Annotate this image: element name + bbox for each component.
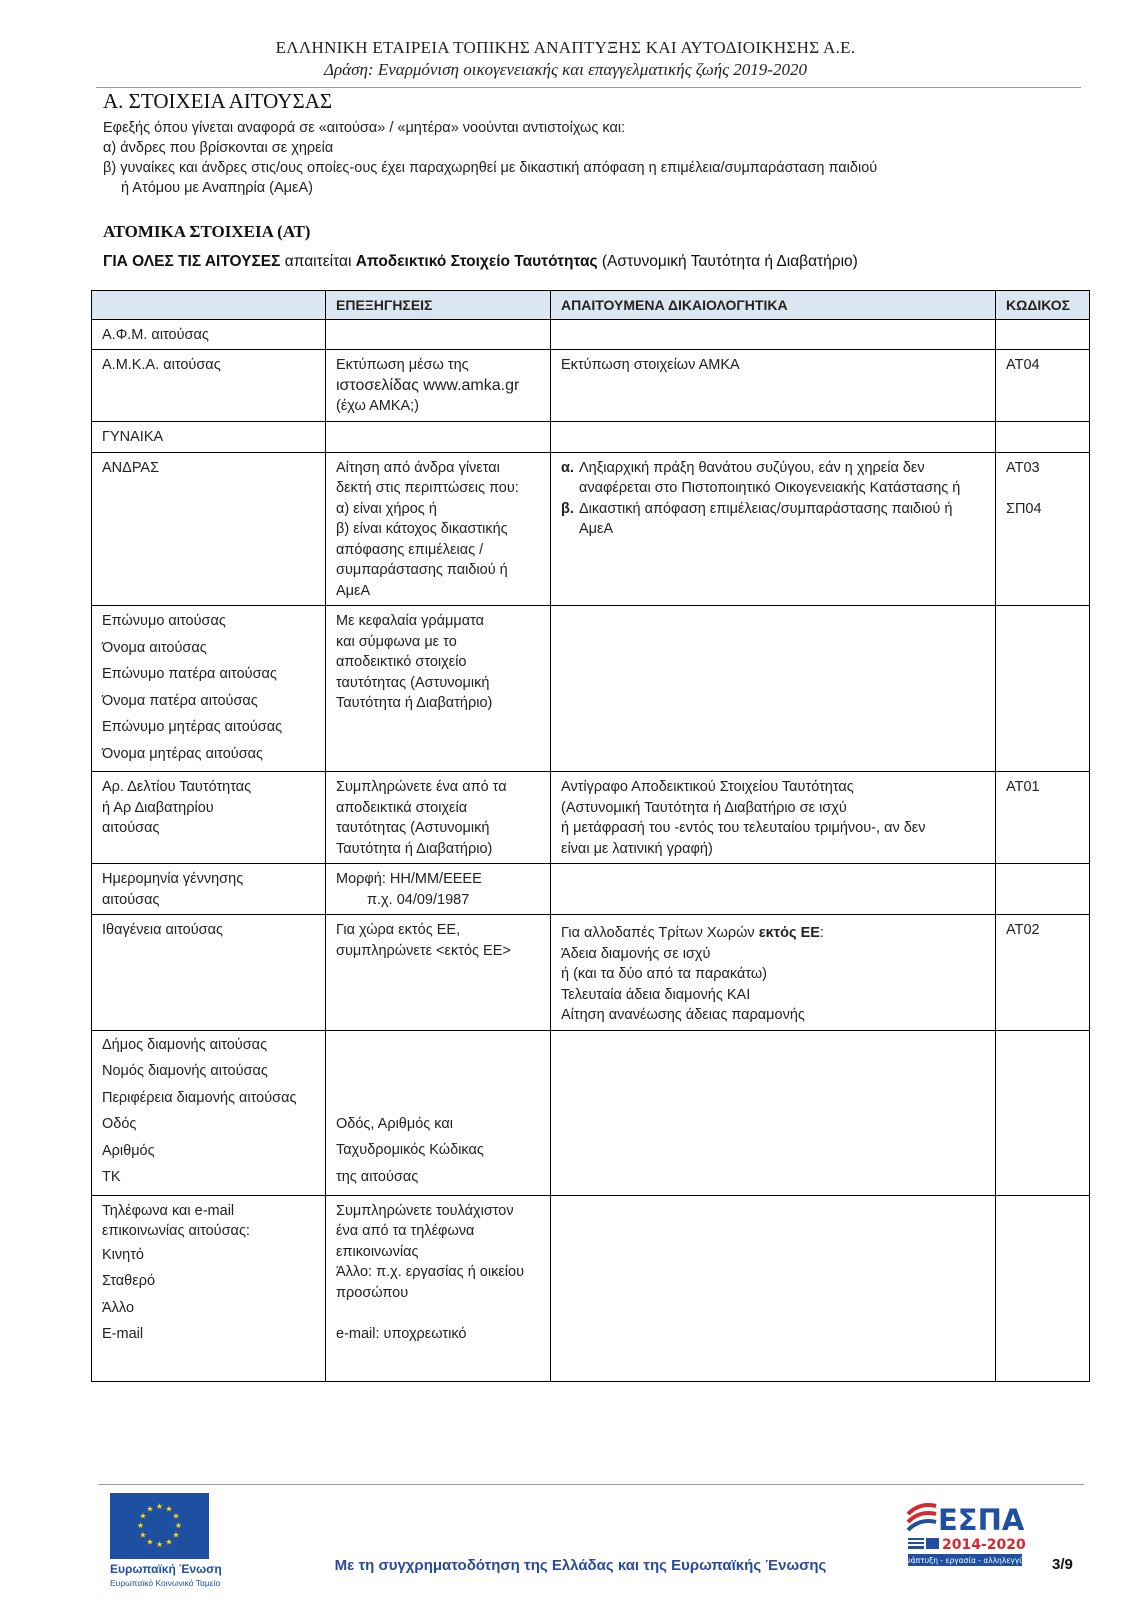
text-line: Άλλο: π.χ. εργασίας ή οικείου <box>336 1264 525 1280</box>
field-surname: Επώνυμο αιτούσας <box>102 613 226 629</box>
cell-empty <box>326 422 551 453</box>
header-divider <box>96 87 1081 88</box>
table-row <box>92 350 1090 422</box>
text-line: αιτούσας <box>102 891 160 908</box>
cofunding-statement: Με τη συγχρηματοδότηση της Ελλάδας και της Ευρωπαϊκής Ένωσης <box>334 1557 827 1574</box>
text-line: αποδεικτικό στοιχείο <box>336 654 467 670</box>
espa-logo <box>906 1500 1026 1585</box>
intro-line-2: α) άνδρες που βρίσκονται σε χηρεία <box>103 140 334 156</box>
text-line: Ημερομηνία γέννησης <box>102 871 244 887</box>
page-number: 3/9 <box>1052 1556 1073 1573</box>
field-postal-code: ΤΚ <box>102 1169 121 1185</box>
text-line: Άδεια διαμονής σε ισχύ <box>561 945 711 962</box>
field-man: ΑΝΔΡΑΣ <box>92 452 326 606</box>
text-line: Ταυτότητα ή Διαβατήριο) <box>336 695 493 711</box>
svg-text:★: ★ <box>172 1530 180 1540</box>
nationality-docs-title <box>561 923 985 944</box>
field-amka: Α.Μ.Κ.Α. αιτούσας <box>92 350 326 422</box>
text-line: Οδός, Αριθμός και <box>336 1115 453 1132</box>
svg-text:★: ★ <box>172 1511 180 1521</box>
text-line: Αίτηση από άνδρα γίνεται <box>336 459 500 476</box>
svg-text:★: ★ <box>155 1502 164 1511</box>
table-row <box>92 319 1090 350</box>
text-line: επικοινωνίας <box>336 1243 419 1260</box>
cell-empty <box>551 1030 996 1195</box>
amka-explanation <box>326 350 551 422</box>
text-line: (έχω ΑΜΚΑ;) <box>336 398 420 414</box>
id-code: ΑΤ01 <box>996 772 1090 864</box>
eu-logo-title: Ευρωπαϊκή Ένωση <box>110 1562 222 1576</box>
cell-empty <box>996 319 1090 350</box>
requirement-line <box>103 253 858 271</box>
field-father-name: Όνομα πατέρα αιτούσας <box>102 692 258 709</box>
header-field <box>92 291 326 320</box>
text-line: Αντίγραφο Αποδεικτικού Στοιχείου Ταυτότητας <box>561 779 854 795</box>
field-other-phone: Άλλο <box>102 1299 135 1316</box>
text-line: Αίτηση ανανέωσης άδειας παραμονής <box>561 1007 805 1023</box>
doc-label-a: α. <box>561 459 574 476</box>
intro-line-4: ή Ατόμου με Αναπηρία (ΑμεΑ) <box>121 180 313 196</box>
residence-explanation <box>326 1030 551 1195</box>
text-line: α) είναι χήρος ή <box>336 500 437 517</box>
text-part: Για αλλοδαπές Τρίτων Χωρών <box>561 925 755 941</box>
nationality-code: ΑΤ02 <box>996 915 1090 1031</box>
nationality-explanation <box>326 915 551 1031</box>
doc-text-b: Δικαστική απόφαση επιμέλειας/συμπαράστασης παιδιού ή ΑμεΑ <box>579 500 953 537</box>
text-line: (Αστυνομική Ταυτότητα ή Διαβατήριο σε ισχύ <box>561 799 847 816</box>
field-id-number <box>92 772 326 864</box>
birth-date-explanation <box>326 864 551 915</box>
req-document: Αποδεικτικό Στοιχείο Ταυτότητας <box>355 253 598 270</box>
code-a: ΑΤ03 <box>1006 459 1040 476</box>
nationality-documents <box>551 915 996 1031</box>
field-nationality: Ιθαγένεια αιτούσας <box>92 915 326 1031</box>
espa-swoosh-icon <box>906 1500 1026 1585</box>
eu-stars-icon <box>110 1493 209 1559</box>
field-father-surname: Επώνυμο πατέρα αιτούσας <box>102 666 277 682</box>
cell-empty <box>996 422 1090 453</box>
field-afm: Α.Φ.Μ. αιτούσας <box>92 319 326 350</box>
amka-documents: Εκτύπωση στοιχείων ΑΜΚΑ <box>551 350 996 422</box>
field-woman: ΓΥΝΑΙΚΑ <box>92 422 326 453</box>
espa-motto: ανάπτυξη - εργασία - αλληλεγγύη <box>906 1556 1026 1565</box>
doc-item-b <box>561 499 985 540</box>
applicant-data-table <box>91 290 1090 1382</box>
text-line: απόφασης επιμέλειας / <box>336 541 484 558</box>
text-line: Τελευταία άδεια διαμονής ΚΑΙ <box>561 986 751 1003</box>
svg-text:★: ★ <box>139 1530 147 1540</box>
cell-empty <box>551 422 996 453</box>
req-all-applicants: ΓΙΑ ΟΛΕΣ ΤΙΣ ΑΙΤΟΥΣΕΣ <box>103 253 281 270</box>
date-format: Μορφή: ΗΗ/ΜΜ/ΕΕΕΕ <box>336 871 482 887</box>
text-line: είναι με λατινική γραφή) <box>561 840 713 857</box>
header-code: ΚΩΔΙΚΟΣ <box>996 291 1090 320</box>
eu-logo-subtitle: Ευρωπαϊκό Κοινωνικό Ταμείο <box>110 1578 221 1588</box>
doc-text-a: Ληξιαρχική πράξη θανάτου συζύγου, εάν η χηρεία δεν αναφέρεται στο Πιστοποιητικό Οικογενειακής Κατάστασης ή <box>579 459 961 496</box>
intro-line-1: Εφεξής όπου γίνεται αναφορά σε «αιτούσα» / «μητέρα» νοούνται αντιστοίχως και: <box>103 120 626 136</box>
text-line: Με κεφαλαία γράμματα <box>336 613 484 629</box>
text-line: ή Αρ Διαβατηρίου <box>102 799 214 816</box>
svg-text:★: ★ <box>155 1540 164 1549</box>
text-line: αποδεικτικά στοιχεία <box>336 799 468 816</box>
field-region: Περιφέρεια διαμονής αιτούσας <box>102 1089 297 1106</box>
cell-empty <box>551 606 996 772</box>
svg-text:★: ★ <box>146 1504 154 1514</box>
table-row <box>92 772 1090 864</box>
text-part: : <box>819 925 824 941</box>
text-line: Εκτύπωση μέσω της <box>336 357 469 373</box>
man-explanation <box>326 452 551 606</box>
field-street: Οδός <box>102 1116 137 1132</box>
field-name: Όνομα αιτούσας <box>102 639 207 656</box>
text-line: Τηλέφωνα και e-mail <box>102 1202 235 1219</box>
table-row <box>92 1030 1090 1195</box>
text-line: ταυτότητας (Αστυνομική <box>336 820 490 836</box>
text-line: ένα από τα τηλέφωνα <box>336 1223 475 1239</box>
footer-divider <box>99 1484 1084 1485</box>
text-line: Συμπληρώνετε τουλάχιστον <box>336 1202 514 1219</box>
cell-empty <box>551 319 996 350</box>
text-line: β) είναι κάτοχος δικαστικής <box>336 521 508 537</box>
field-mobile: Κινητό <box>102 1246 144 1263</box>
svg-text:★: ★ <box>165 1537 173 1547</box>
cell-empty <box>996 1195 1090 1381</box>
table-header-row <box>92 291 1090 320</box>
amka-link[interactable]: ιστοσελίδας www.amka.gr <box>336 376 520 394</box>
cell-empty <box>996 864 1090 915</box>
table-row <box>92 606 1090 772</box>
text-part-bold: εκτός ΕΕ <box>758 925 820 941</box>
email-mandatory-note: e-mail: υποχρεωτικό <box>336 1325 467 1342</box>
svg-text:★: ★ <box>136 1521 145 1530</box>
residence-fields <box>92 1030 326 1195</box>
id-explanation <box>326 772 551 864</box>
org-name: ΕΛΛΗΝΙΚΗ ΕΤΑΙΡΕΙΑ ΤΟΠΙΚΗΣ ΑΝΑΠΤΥΞΗΣ ΚΑΙ ΑΥΤΟΔΙΟΙΚΗΣΗΣ Α.Ε. <box>275 38 856 57</box>
man-documents <box>551 452 996 606</box>
req-document-types: (Αστυνομική Ταυτότητα ή Διαβατήριο) <box>601 253 858 270</box>
svg-text:★: ★ <box>165 1504 173 1514</box>
action-title: Δράση: Εναρμόνιση οικογενειακής και επαγγελματικής ζωής 2019-2020 <box>324 60 807 79</box>
espa-years: 2014-2020 <box>942 1537 1026 1553</box>
eu-flag-logo <box>110 1493 209 1559</box>
text-line: και σύμφωνα με το <box>336 633 457 650</box>
id-documents <box>551 772 996 864</box>
text-line: προσώπου <box>336 1284 409 1301</box>
table-row <box>92 915 1090 1031</box>
field-landline: Σταθερό <box>102 1273 156 1289</box>
intro-line-3: β) γυναίκες και άνδρες στις/ους οποίες-ους έχει παραχωρηθεί με δικαστική απόφαση η επιμέλεια/συμπαράσταση παιδιού <box>103 160 878 176</box>
text-line: Ταυτότητα ή Διαβατήριο) <box>336 840 493 857</box>
text-line: της αιτούσας <box>336 1168 419 1185</box>
contact-explanation <box>326 1195 551 1381</box>
text-line: συμπαράστασης παιδιού ή <box>336 562 508 578</box>
field-mother-name: Όνομα μητέρας αιτούσας <box>102 745 264 762</box>
text-line: συμπληρώνετε <εκτός ΕΕ> <box>336 942 511 959</box>
text-line: Συμπληρώνετε ένα από τα <box>336 779 507 795</box>
doc-item-a <box>561 458 985 499</box>
contact-fields <box>92 1195 326 1381</box>
header-required-documents: ΑΠΑΙΤΟΥΜΕΝΑ ΔΙΚΑΙΟΛΟΓΗΤΙΚΑ <box>551 291 996 320</box>
cell-empty <box>326 319 551 350</box>
header-explanations: ΕΠΕΞΗΓΗΣΕΙΣ <box>326 291 551 320</box>
text-line: ταυτότητας (Αστυνομική <box>336 674 490 691</box>
field-prefecture: Νομός διαμονής αιτούσας <box>102 1063 268 1079</box>
table-row <box>92 422 1090 453</box>
text-line: Για χώρα εκτός ΕΕ, <box>336 922 461 938</box>
text-line: επικοινωνίας αιτούσας: <box>102 1223 250 1239</box>
text-line: αιτούσας <box>102 820 160 836</box>
svg-text:★: ★ <box>146 1537 154 1547</box>
code-b: ΣΠ04 <box>1006 500 1042 517</box>
table-row <box>92 1195 1090 1381</box>
cell-empty <box>551 1195 996 1381</box>
cell-empty <box>996 606 1090 772</box>
field-municipality: Δήμος διαμονής αιτούσας <box>102 1036 268 1053</box>
man-codes <box>996 452 1090 606</box>
field-email: E-mail <box>102 1326 144 1342</box>
subsection-title: ΑΤΟΜΙΚΑ ΣΤΟΙΧΕΙΑ (ΑΤ) <box>103 222 311 241</box>
cell-empty <box>996 1030 1090 1195</box>
text-line: ή μετάφρασή του -εντός του τελευταίου τριμήνου-, αν δεν <box>561 820 926 836</box>
spacer <box>1006 478 1079 499</box>
table-row <box>92 864 1090 915</box>
cell-empty <box>551 864 996 915</box>
espa-title: ΕΣΠΑ <box>938 1503 1025 1537</box>
svg-text:★: ★ <box>174 1521 183 1530</box>
text-line: ΑμεΑ <box>336 582 371 599</box>
names-fields <box>92 606 326 772</box>
text-line: Αρ. Δελτίου Ταυτότητας <box>102 779 252 795</box>
amka-code: ΑΤ04 <box>996 350 1090 422</box>
section-title: Α. ΣΤΟΙΧΕΙΑ ΑΙΤΟΥΣΑΣ <box>103 89 333 113</box>
date-example: π.χ. 04/09/1987 <box>367 891 470 908</box>
table-row <box>92 452 1090 606</box>
field-mother-surname: Επώνυμο μητέρας αιτούσας <box>102 719 283 735</box>
doc-label-b: β. <box>561 500 574 517</box>
req-verb: απαιτείται <box>284 253 352 270</box>
field-street-number: Αριθμός <box>102 1142 155 1159</box>
field-birth-date <box>92 864 326 915</box>
text-line: Ταχυδρομικός Κώδικας <box>336 1142 484 1158</box>
text-line: ή (και τα δύο από τα παρακάτω) <box>561 966 768 982</box>
spacer <box>336 1303 540 1324</box>
svg-text:★: ★ <box>139 1511 147 1521</box>
names-explanation <box>326 606 551 772</box>
text-line: δεκτή στις περιπτώσεις που: <box>336 480 519 496</box>
